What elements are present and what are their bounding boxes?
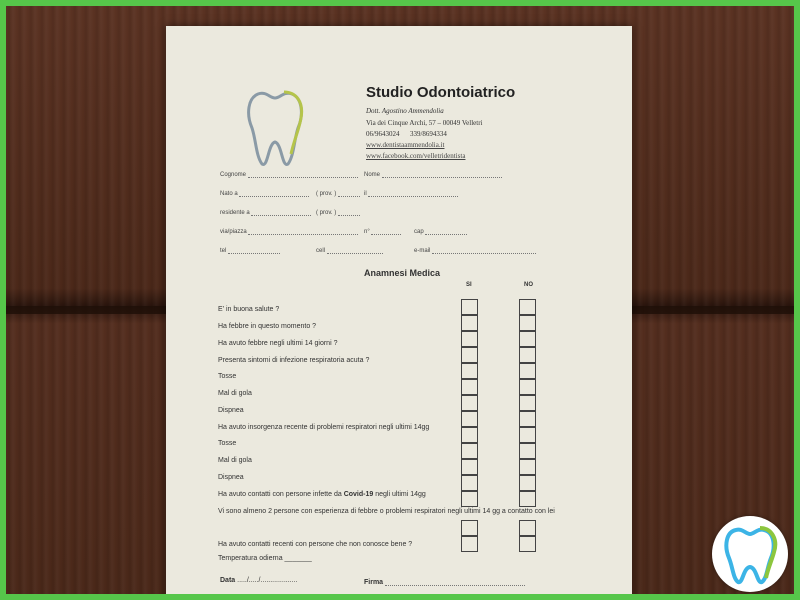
il-label: il (364, 191, 367, 197)
cognome-label: Cognome (220, 172, 247, 178)
no-checkbox[interactable] (519, 395, 536, 411)
si-checkbox-long[interactable] (461, 520, 478, 536)
tel-field[interactable] (220, 247, 280, 254)
covid-prefix: Ha avuto contatti con persone infette da (218, 491, 344, 498)
clinic-website-link[interactable]: www.dentistaammendolia.it (366, 141, 445, 149)
question-7: Dispnea (218, 407, 244, 414)
no-checkbox[interactable] (519, 475, 536, 491)
no-checkbox[interactable] (519, 459, 536, 475)
si-checkbox[interactable] (461, 491, 478, 507)
tel-label: tel (220, 248, 227, 254)
email-line[interactable] (432, 247, 536, 254)
cell-line[interactable] (327, 247, 383, 254)
tooth-logo-icon (244, 84, 306, 168)
no-checkbox[interactable] (519, 443, 536, 459)
numero-label: n° (364, 229, 370, 235)
badge-tooth-green (760, 528, 775, 578)
question-covid (218, 491, 426, 498)
cap-field[interactable] (414, 228, 467, 235)
il-field[interactable] (364, 190, 458, 197)
si-checkbox[interactable] (461, 299, 478, 315)
question-3: Ha avuto febbre negli ultimi 14 giorni ? (218, 340, 338, 347)
no-checkbox[interactable] (519, 331, 536, 347)
question-6: Mal di gola (218, 390, 252, 397)
cognome-field[interactable] (220, 171, 358, 178)
residente-a-field[interactable] (220, 209, 311, 216)
email-label: e-mail (414, 248, 431, 254)
via-field[interactable] (220, 228, 358, 235)
si-checkbox[interactable] (461, 395, 478, 411)
via-label: via/piazza (220, 229, 247, 235)
signature-field[interactable] (364, 579, 525, 586)
si-checkbox[interactable] (461, 459, 478, 475)
temperature-field[interactable]: Temperatura odierna _______ (218, 555, 312, 562)
si-checkbox[interactable] (461, 411, 478, 427)
prov-field-1[interactable] (316, 190, 360, 197)
date-label: Data (220, 577, 236, 584)
si-checkbox[interactable] (461, 427, 478, 443)
prov-field-2[interactable] (316, 209, 360, 216)
nato-a-field[interactable] (220, 190, 309, 197)
clinic-title: Studio Odontoiatrico (366, 84, 516, 101)
no-checkbox-long[interactable] (519, 520, 536, 536)
cap-label: cap (414, 229, 424, 235)
no-checkbox-recent[interactable] (519, 536, 536, 552)
question-recent-contacts: Ha avuto contatti recenti con persone che non conosce bene ? (218, 541, 413, 548)
residente-a-label: residente a (220, 210, 250, 216)
column-si-header: SI (466, 282, 472, 288)
residente-a-line[interactable] (251, 209, 311, 216)
question-9: Tosse (218, 440, 237, 447)
no-checkbox[interactable] (519, 491, 536, 507)
tel-line[interactable] (228, 247, 280, 254)
date-label-2: Data (220, 596, 236, 600)
date-field-2[interactable] (220, 596, 235, 600)
si-checkbox[interactable] (461, 315, 478, 331)
email-field[interactable] (414, 247, 536, 254)
nome-line[interactable] (382, 171, 502, 178)
column-no-header: NO (524, 282, 533, 288)
si-checkbox[interactable] (461, 443, 478, 459)
date-field[interactable] (220, 577, 297, 584)
no-checkbox[interactable] (519, 411, 536, 427)
no-checkbox[interactable] (519, 299, 536, 315)
via-line[interactable] (248, 228, 358, 235)
prov-line-1[interactable] (338, 190, 360, 197)
no-checkbox[interactable] (519, 363, 536, 379)
clinic-phones: 06/9643024 339/8694334 (366, 130, 447, 138)
tooth-outline-green (284, 92, 302, 154)
si-checkbox[interactable] (461, 475, 478, 491)
si-checkbox[interactable] (461, 331, 478, 347)
si-checkbox-recent[interactable] (461, 536, 478, 552)
nato-a-line[interactable] (239, 190, 309, 197)
si-checkbox[interactable] (461, 363, 478, 379)
signature-line[interactable] (385, 579, 525, 586)
nome-label: Nome (364, 172, 381, 178)
nome-field[interactable] (364, 171, 502, 178)
medical-form-sheet (166, 26, 632, 600)
clinic-address: Via dei Cinque Archi, 57 – 00049 Velletri (366, 119, 483, 127)
tooth-badge-icon (712, 516, 788, 592)
anamnesi-title: Anamnesi Medica (364, 268, 441, 278)
numero-line[interactable] (371, 228, 401, 235)
date-value: ...../...../................... (237, 577, 298, 584)
question-5: Tosse (218, 373, 237, 380)
si-checkbox[interactable] (461, 379, 478, 395)
no-checkbox[interactable] (519, 347, 536, 363)
question-4: Presenta sintomi di infezione respiratoria acuta ? (218, 357, 370, 364)
question-10: Mal di gola (218, 457, 252, 464)
si-checkbox[interactable] (461, 347, 478, 363)
covid-suffix: negli ultimi 14gg (373, 491, 426, 498)
no-checkbox[interactable] (519, 379, 536, 395)
question-1: E' in buona salute ? (218, 306, 280, 313)
clinic-facebook-link[interactable]: www.facebook.com/velletridentista (366, 152, 466, 160)
question-2: Ha febbre in questo momento ? (218, 323, 317, 330)
cell-label: cell (316, 248, 326, 254)
prov-line-2[interactable] (338, 209, 360, 216)
prov-label-1: ( prov. ) (316, 191, 337, 197)
tooth-outline-grey (249, 93, 302, 164)
doctor-name: Dott. Agostino Ammendolia (366, 107, 444, 115)
question-long: Vi sono almeno 2 persone con esperienza di febbre o problemi respiratori negli ultimi 14 gg a contatto con lei (218, 508, 555, 515)
no-checkbox[interactable] (519, 427, 536, 443)
prov-label-2: ( prov. ) (316, 210, 337, 216)
numero-field[interactable] (364, 228, 401, 235)
no-checkbox[interactable] (519, 315, 536, 331)
cell-field[interactable] (316, 247, 383, 254)
question-8: Ha avuto insorgenza recente di problemi respiratori negli ultimi 14gg (218, 424, 430, 431)
dentist-badge (712, 516, 788, 592)
il-line[interactable] (368, 190, 458, 197)
cognome-line[interactable] (248, 171, 358, 178)
nato-a-label: Nato a (220, 191, 238, 197)
question-11: Dispnea (218, 474, 244, 481)
covid-bold: Covid-19 (343, 491, 374, 498)
cap-line[interactable] (425, 228, 467, 235)
signature-label: Firma (364, 579, 384, 586)
